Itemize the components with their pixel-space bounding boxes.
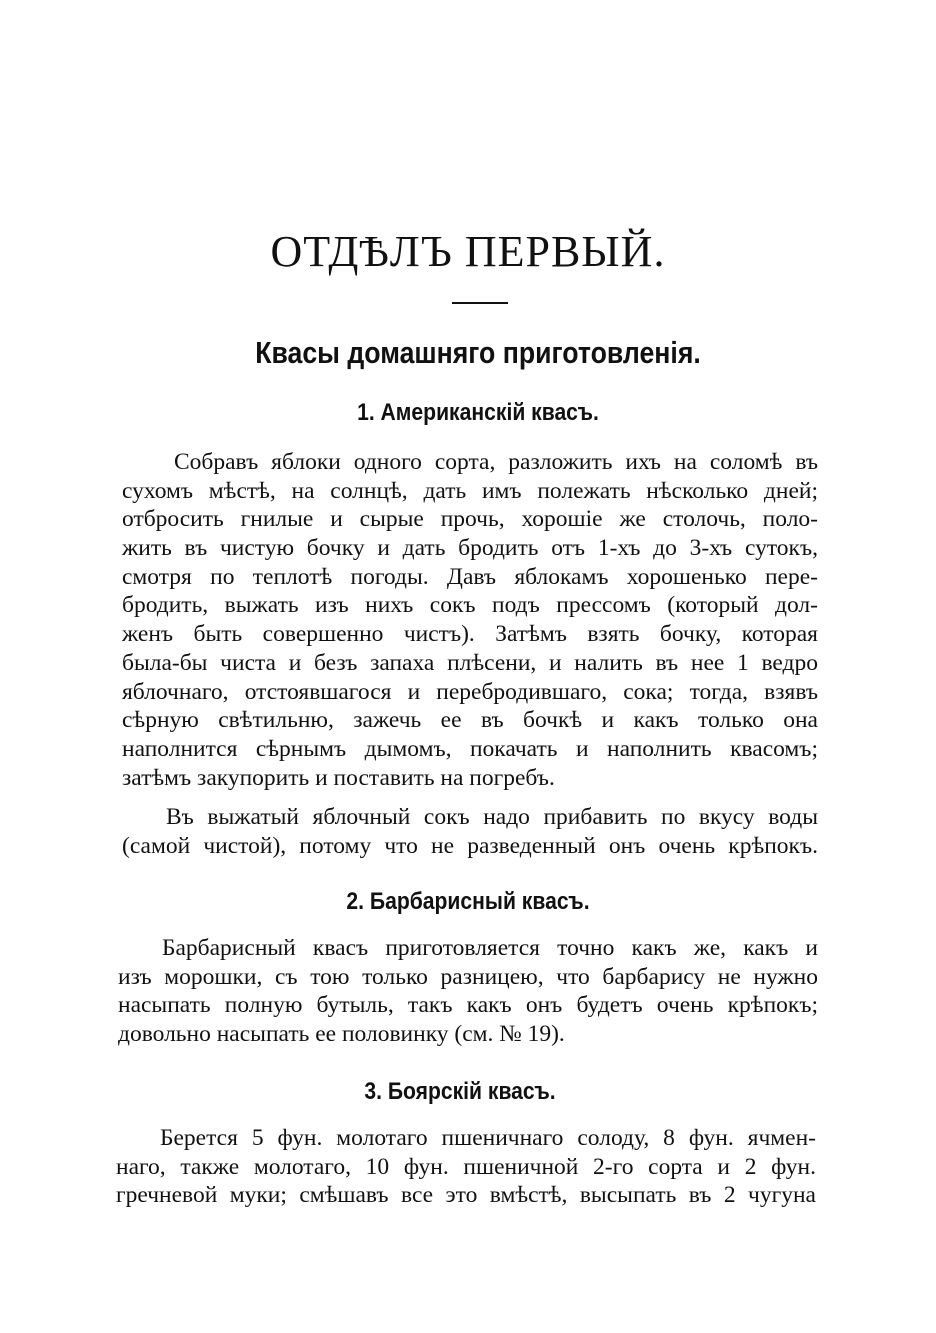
text-line: яблочнаго, отстоявшагося и перебродившаго, сока; тогда, взявъ	[122, 678, 818, 705]
part-title: ОТДѢЛЪ ПЕРВЫЙ.	[270, 227, 666, 276]
text-line: смотря по теплотѣ погоды. Давъ яблокамъ хорошенько пере-	[122, 563, 818, 590]
text-line: женъ быть совершенно чистъ). Затѣмъ взять бочку, которая	[122, 621, 818, 648]
text-line: затѣмъ закупорить и поставить на погребъ.	[122, 764, 555, 791]
recipe-3-paragraph-1	[116, 1124, 816, 1210]
text-line: насыпать полную бутыль, такъ какъ онъ будетъ очень крѣпокъ;	[118, 992, 818, 1019]
text-line: Въ выжатый яблочный сокъ надо прибавить по вкусу воды	[166, 804, 818, 830]
text-line: сухомъ мѣстѣ, на солнцѣ, дать имъ полежать нѣсколько дней;	[122, 477, 818, 504]
text-line: наполнится сѣрнымъ дымомъ, покачать и наполнить квасомъ;	[122, 735, 818, 762]
text-line: изъ морошки, съ тою только разницею, что барбарису не нужно	[118, 963, 818, 990]
text-line: была-бы чиста и безъ запаха плѣсени, и налить въ нее 1 ведро	[122, 649, 818, 676]
text-line: гречневой муки; смѣшавъ все это вмѣстѣ, высыпать въ 2 чугуна	[116, 1182, 816, 1209]
recipe-1-paragraph-1	[122, 448, 818, 792]
recipe-title-2: 2. Барбарисный квасъ.	[346, 888, 590, 915]
text-line: довольно насыпать ее половинку (см. № 19).	[118, 1021, 565, 1048]
recipe-2-paragraph-1	[118, 934, 818, 1049]
text-line: отбросить гнилые и сырые прочь, хорошіе же столочь, поло-	[122, 506, 818, 533]
text-line: Барбарисный квасъ приготовляется точно какъ же, какъ и	[162, 935, 818, 961]
section-title: Квасы домашняго приготовленія.	[255, 335, 701, 370]
text-line: сѣрную свѣтильню, зажечь ее въ бочкѣ и какъ только она	[122, 707, 818, 734]
recipe-1-paragraph-2	[122, 803, 818, 860]
text-line: Берется 5 фун. молотаго пшеничнаго солоду, 8 фун. ячмен-	[160, 1125, 816, 1151]
recipe-title-3: 3. Боярскій квасъ.	[364, 1078, 556, 1105]
text-line: Собравъ яблоки одного сорта, разложить ихъ на соломѣ въ	[174, 449, 818, 475]
text-line: наго, также молотаго, 10 фун. пшеничной 2-го сорта и 2 фун.	[116, 1153, 816, 1180]
title-divider	[452, 302, 508, 304]
recipe-title-1: 1. Американскій квасъ.	[357, 399, 599, 426]
text-line: жить въ чистую бочку и дать бродить отъ 1-хъ до 3-хъ сутокъ,	[122, 535, 818, 562]
text-line: (самой чистой), потому что не разведенный онъ очень крѣпокъ.	[122, 832, 818, 859]
text-line: бродить, выжать изъ нихъ сокъ подъ прессомъ (который дол-	[122, 592, 818, 619]
